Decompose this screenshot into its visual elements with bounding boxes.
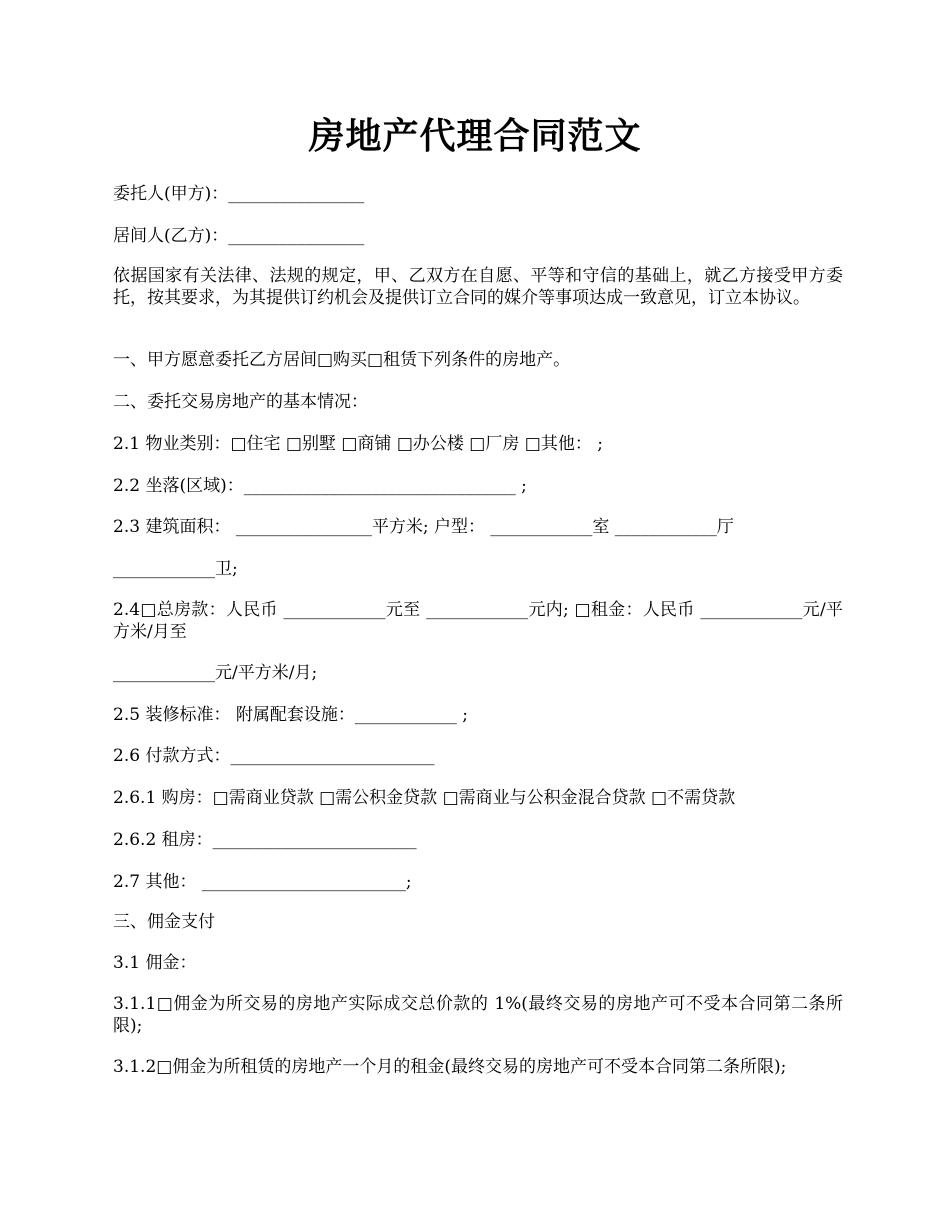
paragraph-2-5-decoration: 2.5 装修标准： 附属配套设施：____________ ;	[113, 705, 468, 725]
paragraph-2-4-price: 2.4□总房款：人民币 ____________元至 ____________元内; □租金：人民币 ____________元/平方米/月至	[113, 600, 843, 642]
paragraph-2-6-payment: 2.6 付款方式：________________________	[113, 746, 435, 766]
paragraph-section-1: 一、甲方愿意委托乙方居间□购买□租赁下列条件的房地产。	[113, 350, 571, 370]
paragraph-2-3-area: 2.3 建筑面积： ________________平方米; 户型： ____________室 ____________厅	[113, 517, 734, 537]
paragraph-3-1-commission: 3.1 佣金：	[113, 953, 197, 973]
paragraph-3-1-1-commission-sale: 3.1.1□佣金为所交易的房地产实际成交总价款的 1%(最终交易的房地产可不受本合同第二条所限);	[113, 994, 843, 1036]
paragraph-section-2-heading: 二、委托交易房地产的基本情况：	[113, 392, 368, 412]
paragraph-2-3-bath: ____________卫;	[113, 559, 238, 579]
paragraph-2-7-other: 2.7 其他： ________________________;	[113, 872, 412, 892]
paragraph-2-2-location: 2.2 坐落(区域)：________________________________ ;	[113, 476, 527, 496]
paragraph-2-1-property-type: 2.1 物业类别：□住宅 □别墅 □商铺 □办公楼 □厂房 □其他： ;	[113, 434, 603, 454]
paragraph-2-4-rent-end: ____________元/平方米/月;	[113, 663, 318, 683]
paragraph-preamble: 依据国家有关法律、法规的规定，甲、乙双方在自愿、平等和守信的基础上，就乙方接受甲方委托，按其要求，为其提供订约机会及提供订立合同的媒介等事项达成一致意见，订立本协议。	[113, 266, 843, 308]
paragraph-3-1-2-commission-rent: 3.1.2□佣金为所租赁的房地产一个月的租金(最终交易的房地产可不受本合同第二条所限);	[113, 1057, 787, 1077]
paragraph-section-3-heading: 三、佣金支付	[113, 912, 215, 932]
paragraph-principal: 委托人(甲方)：________________	[113, 184, 365, 204]
paragraph-intermediary: 居间人(乙方)：________________	[113, 226, 365, 246]
paragraph-2-6-2-rental: 2.6.2 租房：________________________	[113, 830, 417, 850]
paragraph-2-6-1-purchase: 2.6.1 购房：□需商业贷款 □需公积金贷款 □需商业与公积金混合贷款 □不需贷款	[113, 788, 736, 808]
document-title: 房地产代理合同范文	[308, 115, 642, 157]
